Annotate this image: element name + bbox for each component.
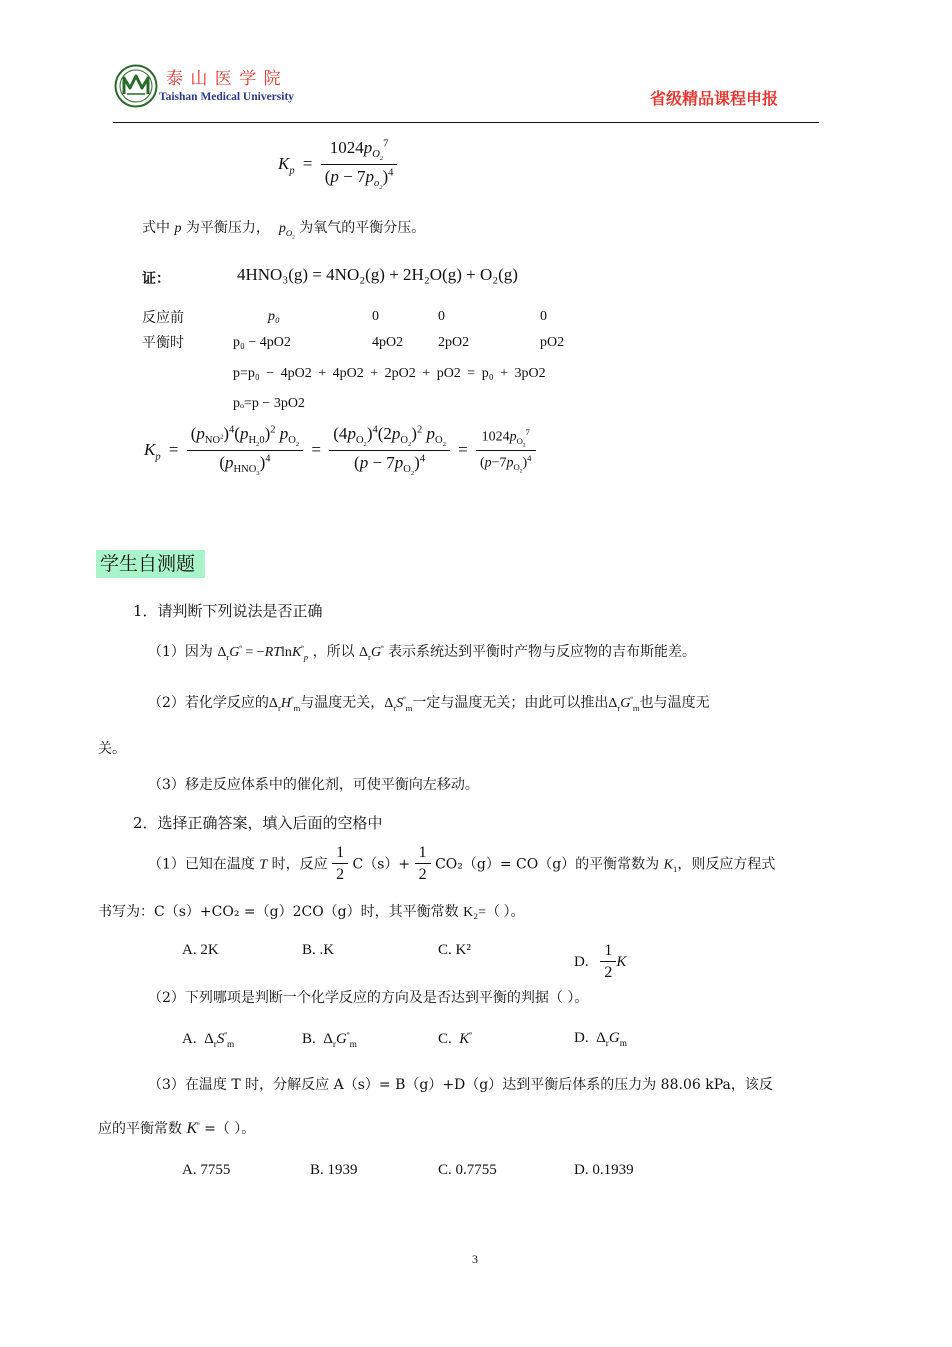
school-name-en: Taishan Medical University [159,91,295,103]
oxygen-pressure-line: pₒ=p − 3pO2 [233,396,305,411]
question-1-statement-3: （3）移走反应体系中的催化剂，可使平衡向左移动。 [148,777,479,793]
table-cell: p₀ [268,309,280,324]
option-b[interactable]: B. 1939 [310,1162,358,1178]
question-2-title: 2．选择正确答案，填入后面的空格中 [133,814,383,832]
option-d[interactable]: D. $\Delta_rG_m$ [574,1030,627,1049]
school-name-cn: 泰 山 医 学 院 [166,69,282,89]
kp-formula-derivation: $K_p$ = $\frac{(p_{NO^2})^4(p_{H_20})^2 p_{O_2}}{(p_{HNO_3})^4}$ = $\frac{(4p_{O_2})^4(2p_{O_2})^2 p_{O_2}}{(p - 7p_{O_2})^4}$ = $\frac{1024p_{O_2}^7}{(p-7p_{O_2})^4}$ [144,424,536,478]
question-2-item-1: （1）已知在温度 T 时，反应 $\frac{1}{2}$ C（s）+ $\frac{1}{2}$ CO₂（g）= CO（g）的平衡常数为 $K_1$，则反应方程式 [148,844,776,884]
question-2-item-2: （2）下列哪项是判断一个化学反应的方向及是否达到平衡的判据（ ）。 [148,990,589,1006]
question-1-title: 1．请判断下列说法是否正确 [133,602,323,620]
header-rule [113,122,819,123]
row-before-label: 反应前 [142,310,184,326]
option-d[interactable]: D. $\frac{1}{2}$ K [574,942,627,982]
question-2-item-1-cont: 书写为：C（s）+CO₂ =（g）2CO（g）时，其平衡常数 K₂=（ ）。 [98,904,525,920]
option-c[interactable]: C. K² [438,942,471,958]
kp-formula-top: $K_p$ = $\frac{1024p_{O_2}^7}{(p - 7p_{o_2})^4}$ [278,138,397,192]
question-1-statement-2-cont: 关。 [98,741,126,757]
table-cell: 0 [372,309,379,324]
option-d[interactable]: D. 0.1939 [574,1162,634,1178]
option-a[interactable]: A. 7755 [182,1162,231,1178]
question-1-statement-1: （1）因为 $\Delta_rG^ᶱ = -RTlnK^ᶱ_p$ ，所以 $\Delta_rG^ᶱ$ 表示系统达到平衡时产物与反应物的吉布斯能差。 [148,642,697,662]
table-cell: pO2 [540,335,565,350]
row-equilibrium-label: 平衡时 [142,335,184,351]
option-a[interactable]: A. $\Delta_rS^ᶱ_m$ [182,1030,235,1050]
section-title: 学生自测题 [96,550,205,578]
course-title: 省级精品课程申报 [650,89,779,108]
reaction-equation: 4HNO₃(g) = 4NO₂(g) + 2H₂O(g) + O₂(g) [237,265,518,284]
option-b[interactable]: B. $\Delta_rG^ᶱ_m$ [302,1030,357,1050]
total-pressure-line: p=p₀ − 4pO2 + 4pO2 + 2pO2 + pO2 = p₀ + 3pO2 [233,366,546,381]
table-cell: p₀ − 4pO2 [233,335,291,350]
option-a[interactable]: A. 2K [182,942,219,958]
option-b[interactable]: B. .K [302,942,335,958]
question-1-statement-2: （2）若化学反应的$\Delta_rH^ᶱ_m$与温度无关，$\Delta_rS^ᶱ_m$一定与温度无关；由此可以推出$\Delta_rG^ᶱ_m$也与温度无 [148,693,710,713]
table-cell: 2pO2 [438,335,470,350]
option-c[interactable]: C. $K^ᶱ$ [438,1030,472,1047]
proof-label: 证： [142,271,170,287]
question-2-item-3: （3）在温度 T 时，分解反应 A（s）= B（g）+D（g）达到平衡后体系的压力为 88.06 kPa，该反 [148,1077,773,1093]
table-cell: 0 [438,309,445,324]
university-logo-icon [114,64,158,108]
table-cell: 0 [540,309,547,324]
question-2-item-3-cont: 应的平衡常数 $K^ᶱ$ =（ ）。 [98,1119,256,1137]
table-cell: 4pO2 [372,335,404,350]
formula-note: 式中 p 为平衡压力， $p_{O_2}$ 为氧气的平衡分压。 [142,220,426,241]
option-c[interactable]: C. 0.7755 [438,1162,497,1178]
page-number: 3 [472,1252,478,1266]
